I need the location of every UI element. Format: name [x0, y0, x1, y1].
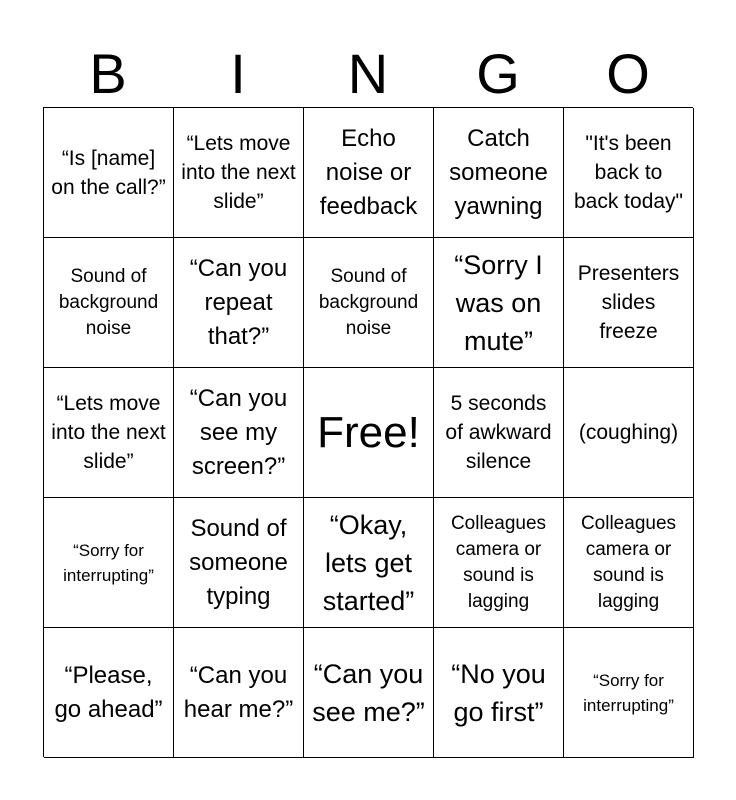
- cell-text: “Sorry for interrupting”: [63, 540, 154, 585]
- bingo-cell: [564, 238, 694, 368]
- cell-text: “Please, go ahead”: [54, 661, 163, 723]
- bingo-cell: [44, 368, 174, 498]
- bingo-cell: [174, 498, 304, 628]
- cell-text: “Can you see my screen?”: [189, 384, 288, 480]
- header-letter-n: N: [347, 42, 389, 105]
- bingo-cell: [44, 108, 174, 238]
- cell-text: Sound of background noise: [318, 265, 419, 339]
- bingo-cell: [44, 498, 174, 628]
- bingo-cell: [434, 368, 564, 498]
- bingo-cell: [304, 108, 434, 238]
- bingo-cell free-space: [304, 368, 434, 498]
- cell-text: “Lets move into the next slide”: [181, 132, 296, 213]
- bingo-cell: [174, 368, 304, 498]
- cell-text: Presenters slides freeze: [577, 262, 680, 343]
- bingo-cell: [44, 238, 174, 368]
- bingo-cell: [564, 108, 694, 238]
- header-letter-i: I: [230, 42, 246, 105]
- header-letter-o: O: [606, 42, 650, 105]
- bingo-cell: [434, 108, 564, 238]
- bingo-cell: [434, 628, 564, 758]
- bingo-cell: [304, 238, 434, 368]
- bingo-cell: [434, 238, 564, 368]
- header-letter-b: B: [89, 42, 127, 105]
- cell-text: Catch someone yawning: [449, 124, 548, 220]
- bingo-cell: [564, 628, 694, 758]
- cell-text: “Can you hear me?”: [183, 661, 294, 723]
- cell-text: “Lets move into the next slide”: [51, 392, 166, 473]
- cell-text: “Okay, lets get started”: [322, 509, 415, 616]
- cell-text: "It's been back to back today": [573, 132, 684, 213]
- bingo-cell: [44, 628, 174, 758]
- bingo-cell: [174, 108, 304, 238]
- cell-text: (coughing): [578, 421, 679, 444]
- bingo-cell: [434, 498, 564, 628]
- bingo-cell: [304, 498, 434, 628]
- cell-text: 5 seconds of awkward silence: [445, 392, 552, 473]
- cell-text: Free!: [317, 407, 420, 457]
- cell-text: “Can you repeat that?”: [189, 254, 288, 350]
- cell-text: “No you go first”: [451, 658, 546, 727]
- cell-text: “Sorry I was on mute”: [454, 249, 543, 356]
- header-letter-g: G: [476, 42, 520, 105]
- bingo-cell: [304, 628, 434, 758]
- cell-text: Colleagues camera or sound is lagging: [580, 512, 677, 612]
- cell-text: Echo noise or feedback: [319, 124, 418, 220]
- cell-text: Colleagues camera or sound is lagging: [450, 512, 547, 612]
- cell-text: Sound of background noise: [58, 265, 159, 339]
- bingo-cell: [564, 368, 694, 498]
- bingo-header: [43, 40, 693, 108]
- bingo-grid: [43, 107, 693, 757]
- bingo-cell: [564, 498, 694, 628]
- cell-text: Sound of someone typing: [189, 514, 288, 610]
- cell-text: “Can you see me?”: [312, 658, 425, 727]
- cell-text: “Is [name] on the call?”: [51, 146, 166, 199]
- bingo-cell: [174, 238, 304, 368]
- cell-text: “Sorry for interrupting”: [583, 670, 674, 715]
- bingo-cell: [174, 628, 304, 758]
